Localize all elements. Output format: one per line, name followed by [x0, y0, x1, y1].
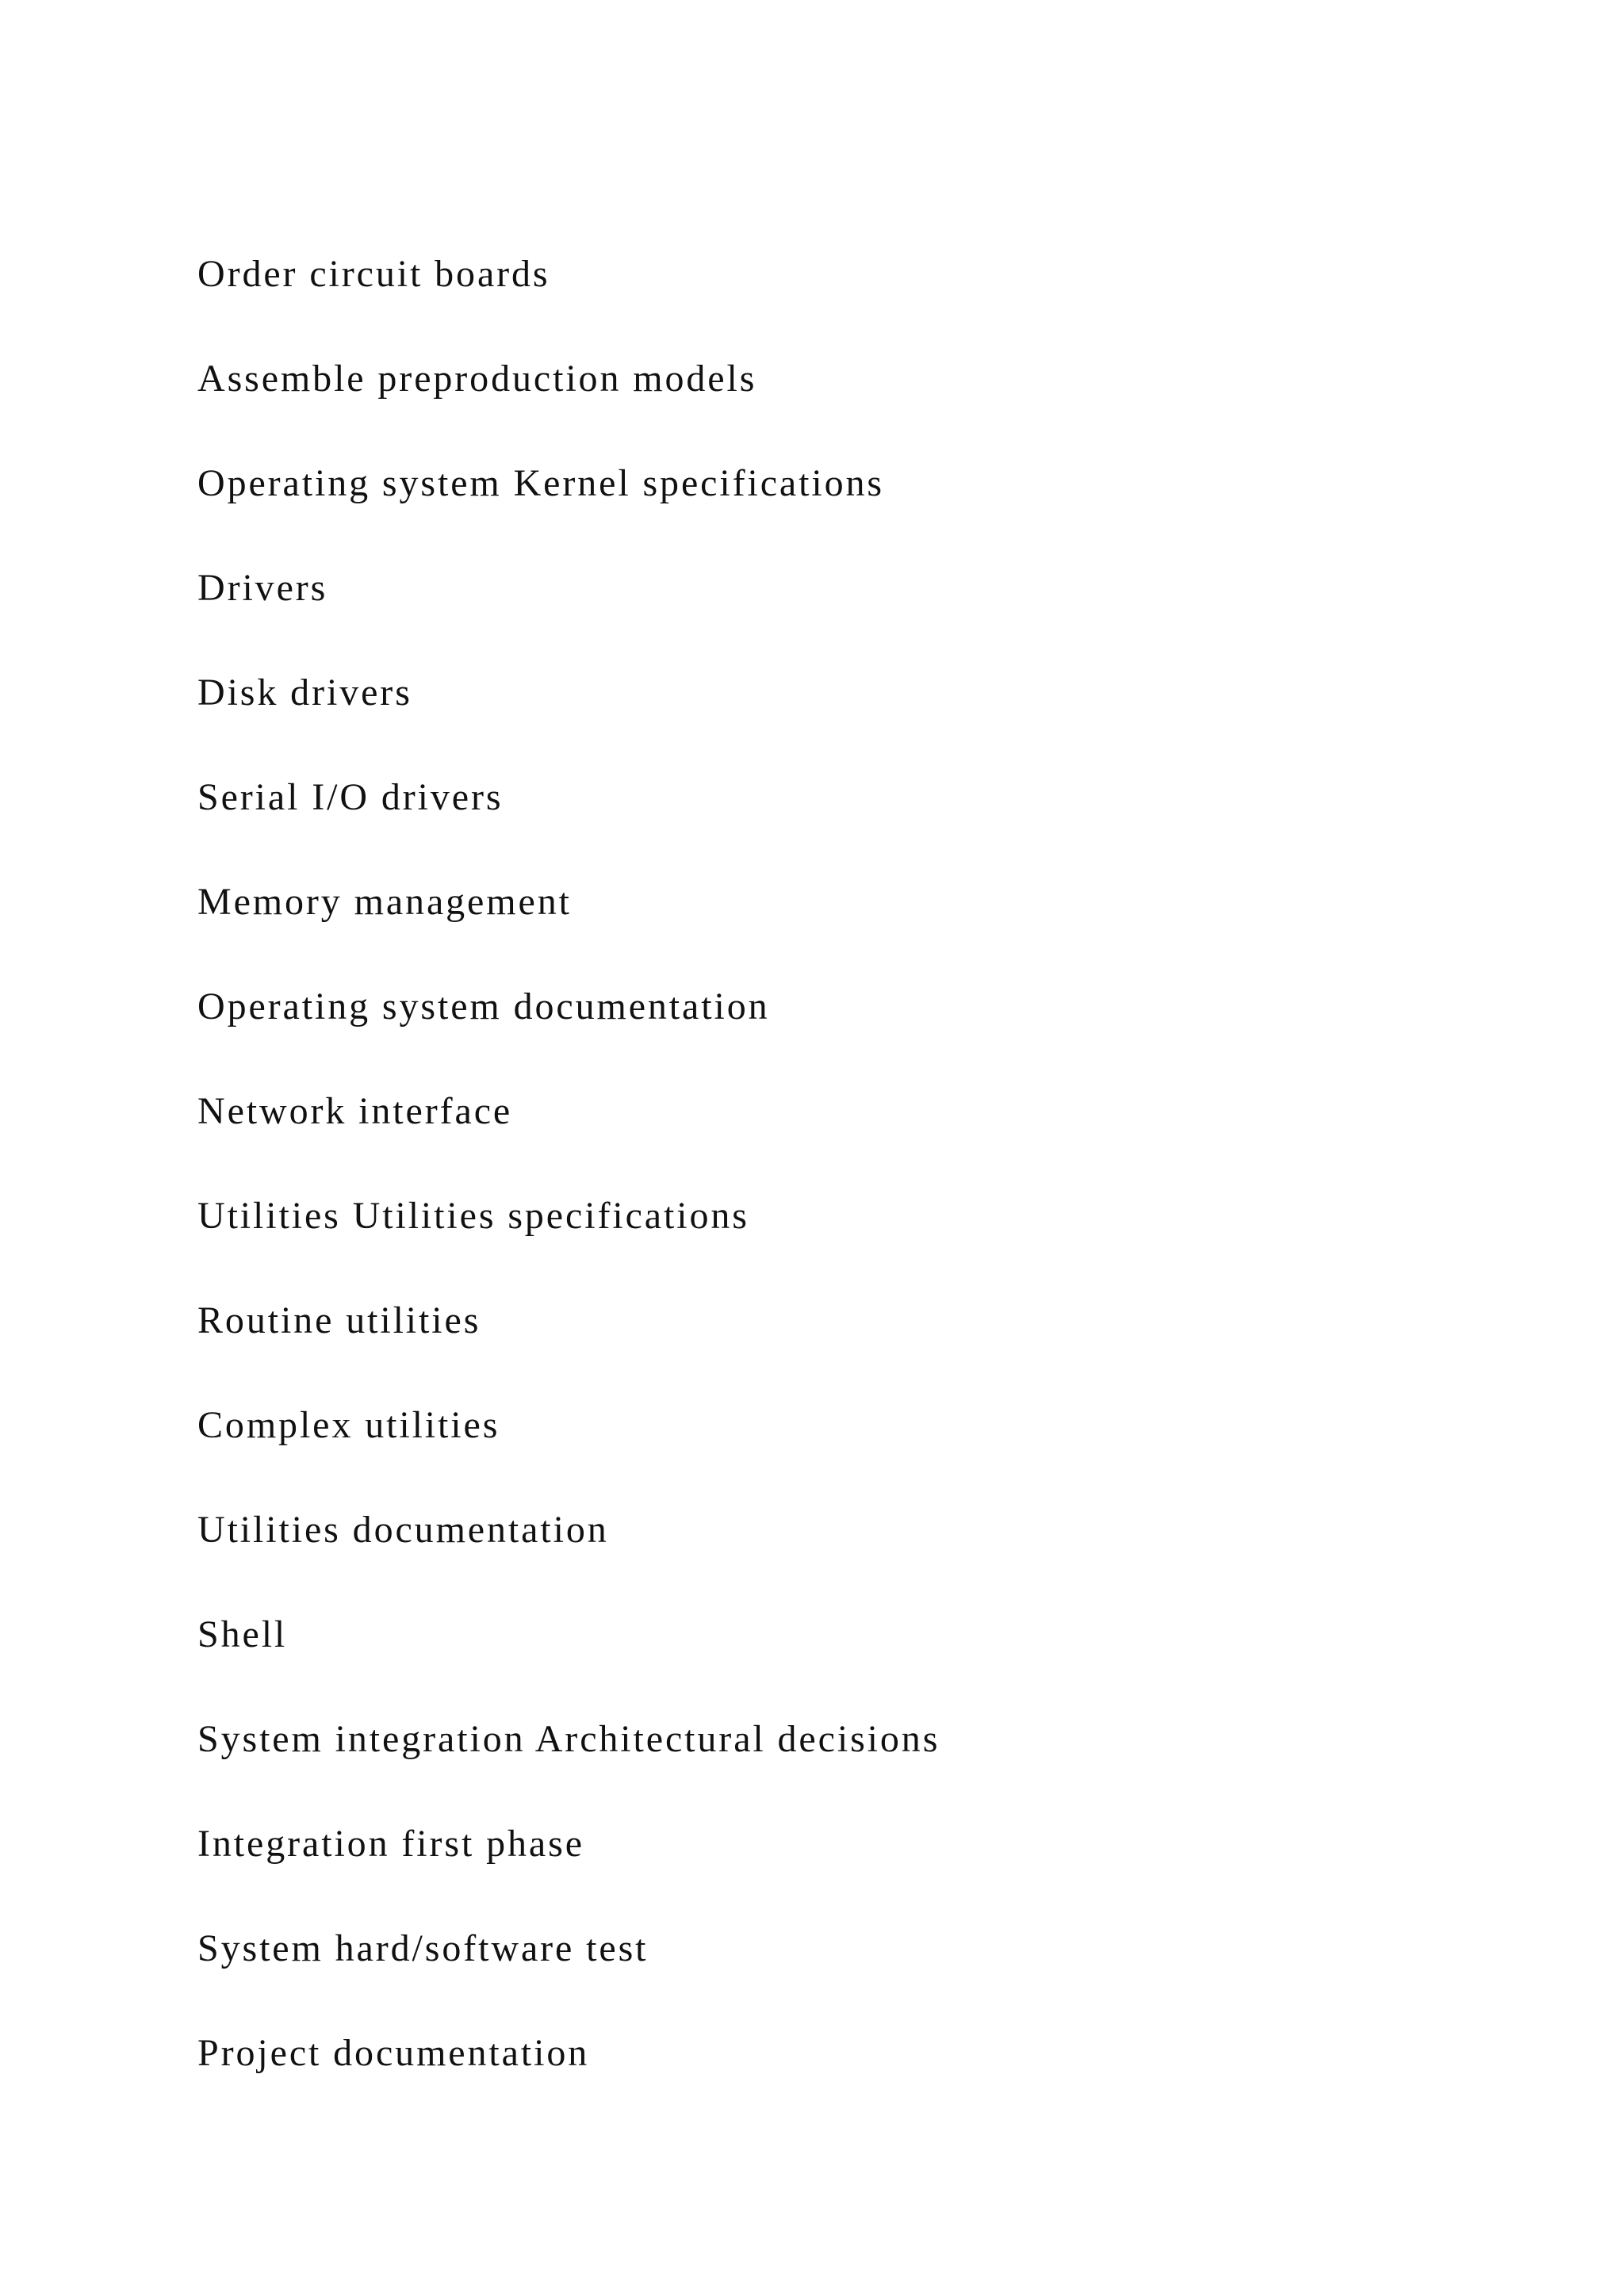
list-item: Routine utilities [197, 1299, 481, 1341]
list-item: Integration first phase [197, 1823, 584, 1865]
list-item: System hard/software test [197, 1927, 649, 1969]
list-item: Operating system documentation [197, 985, 770, 1027]
list-item: Network interface [197, 1090, 513, 1132]
list-item: Shell [197, 1613, 288, 1655]
list-item: Utilities documentation [197, 1509, 609, 1551]
list-item: Memory management [197, 881, 572, 923]
list-item: Assemble preproduction models [197, 358, 757, 400]
list-item: Complex utilities [197, 1404, 500, 1446]
list-item: Utilities Utilities specifications [197, 1195, 749, 1237]
list-item: Project documentation [197, 2032, 590, 2074]
list-item: Operating system Kernel specifications [197, 462, 884, 504]
list-item: System integration Architectural decisions [197, 1718, 940, 1760]
list-item: Drivers [197, 567, 328, 609]
list-item: Order circuit boards [197, 253, 550, 295]
list-item: Disk drivers [197, 672, 412, 714]
list-item: Serial I/O drivers [197, 776, 504, 818]
